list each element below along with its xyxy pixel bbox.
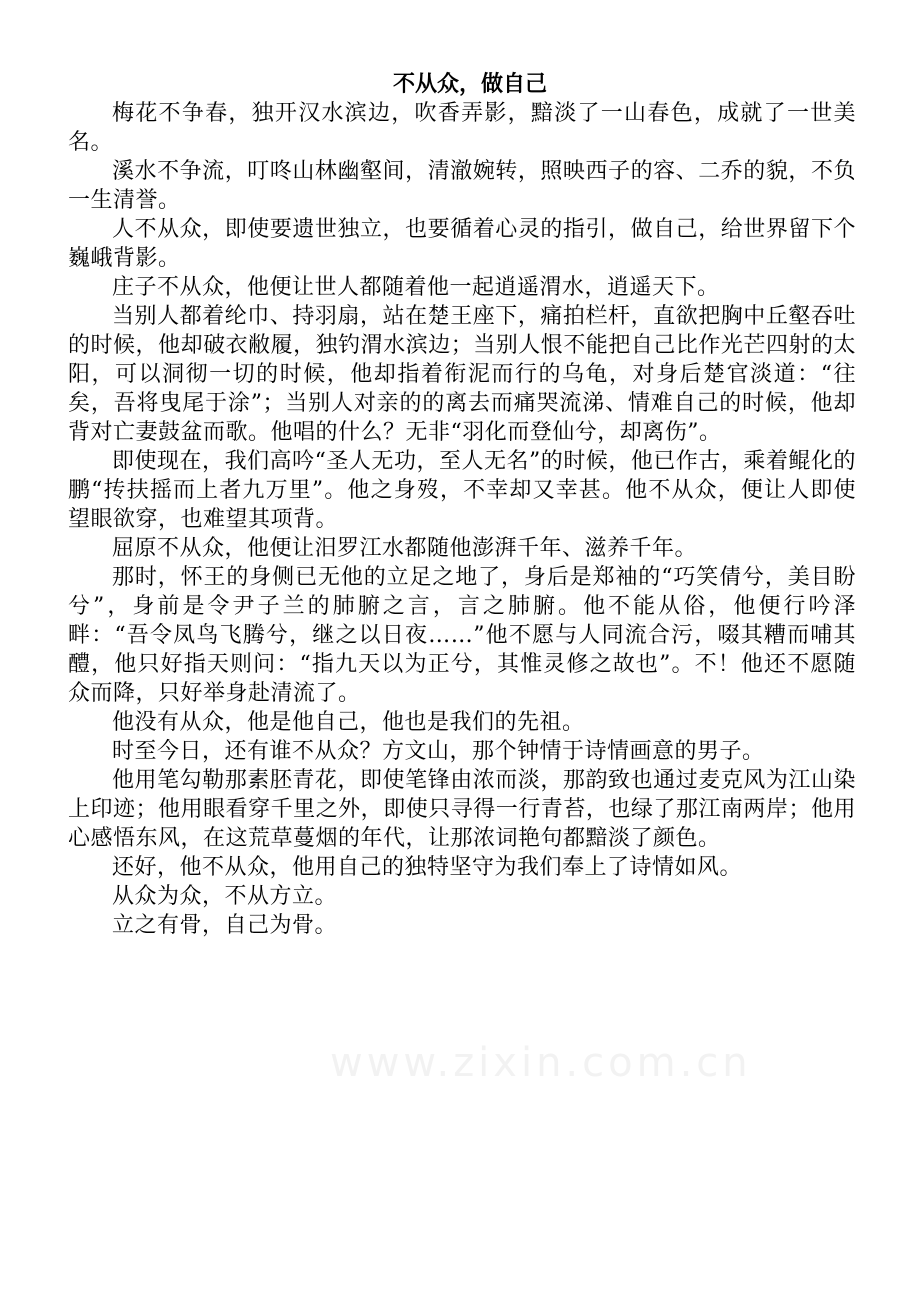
paragraph: 人不从众，即使要遗世独立，也要循着心灵的指引，做自己，给世界留下个巍峨背影。 — [68, 217, 856, 271]
paragraph: 庄子不从众，他便让世人都随着他一起逍遥渭水，逍遥天下。 — [112, 275, 720, 300]
paragraph: 溪水不争流，叮咚山林幽壑间，清澈婉转，照映西子的容、二乔的貌，不负一生清誉。 — [68, 159, 856, 213]
essay-title: 不从众，做自己 — [392, 71, 547, 97]
document-page — [68, 70, 856, 940]
paragraph: 时至今日，还有谁不从众？方文山，那个钟情于诗情画意的男子。 — [112, 739, 765, 764]
paragraph: 从众为众，不从方立。 — [112, 884, 338, 909]
paragraph: 他没有从众，他是他自己，他也是我们的先祖。 — [112, 710, 585, 735]
paragraph: 那时，怀王的身侧已无他的立足之地了，身后是郑袖的“巧笑倩兮，美目盼兮”，身前是令尹子兰的肺腑之言，言之肺腑。他不能从俗，他便行吟泽畔：“吾令凤鸟飞腾兮，继之以日夜……”他不愿与人同流合污，啜其糟而哺其醴，他只好指天则问：“指九天以为正兮，其惟灵修之故也”。不！他还不愿随众而降，只好举身赴清流了。 — [68, 565, 856, 706]
paragraph: 还好，他不从众，他用自己的独特坚守为我们奉上了诗情如风。 — [112, 855, 743, 880]
paragraph: 梅花不争春，独开汉水滨边，吹香弄影，黯淡了一山春色，成就了一世美名。 — [68, 101, 856, 155]
faint-watermark: www.zixin.com.cn — [330, 1040, 752, 1086]
paragraph: 立之有骨，自己为骨。 — [112, 913, 338, 938]
paragraph: 他用笔勾勒那素胚青花，即使笔锋由浓而淡，那韵致也通过麦克风为江山染上印迹；他用眼看穿千里之外，即使只寻得一行青苔，也绿了那江南两岸；他用心感悟东风，在这荒草蔓烟的年代，让那浓词艳句都黯淡了颜色。 — [68, 768, 856, 851]
paragraph: 即使现在，我们高吟“圣人无功，至人无名”的时候，他已作古，乘着鲲化的鹏“抟扶摇而上者九万里”。他之身歿，不幸却又幸甚。他不从众，便让人即使望眼欲穿，也难望其项背。 — [68, 449, 856, 532]
paragraph: 当别人都着纶巾、持羽扇，站在楚王座下，痛拍栏杆，直欲把胸中丘壑吞吐的时候，他却破衣敝履，独钓渭水滨边；当别人恨不能把自己比作光芒四射的太阳，可以洞彻一切的时候，他却指着衔泥而行的乌龟，对身后楚官淡道：“往矣，吾将曳尾于涂”；当别人对亲的的离去而痛哭流涕、情难自己的时候，他却背对亡妻鼓盆而歌。他唱的什么？无非“羽化而登仙兮，却离伤”。 — [68, 304, 856, 445]
paragraph: 屈原不从众，他便让汨罗江水都随他澎湃千年、滋养千年。 — [112, 536, 698, 561]
